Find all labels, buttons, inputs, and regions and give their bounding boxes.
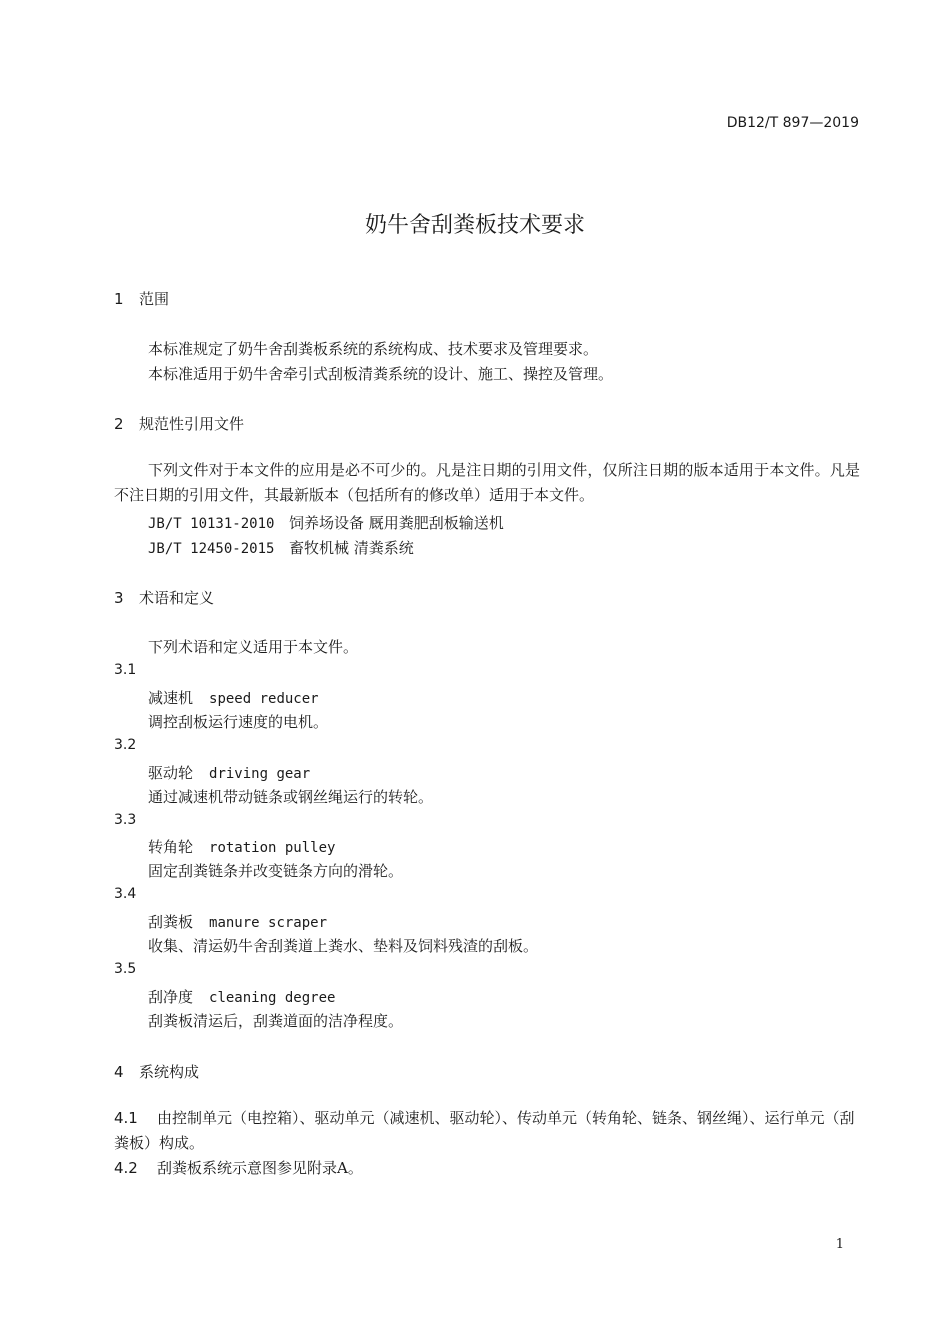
term-definition: 刮粪板清运后，刮粪道面的洁净程度。 — [148, 1012, 404, 1030]
clause-4-1: 4.1 由控制单元（电控箱）、驱动单元（减速机、驱动轮）、传动单元（转角轮、链条、钢丝绳）、运行单元（刮粪板）构成。 — [114, 1109, 855, 1152]
document-code: DB12/T 897—2019 — [726, 115, 859, 131]
normative-references-intro: 下列文件对于本文件的应用是必不可少的。凡是注日期的引用文件，仅所注日期的版本适用于本文件。凡是不注日期的引用文件，其最新版本（包括所有的修改单）适用于本文件。 — [114, 461, 860, 504]
scope-paragraph-2: 本标准适用于奶牛舍牵引式刮板清粪系统的设计、施工、操控及管理。 — [148, 365, 614, 383]
term-name: 驱动轮 driving gear — [148, 764, 311, 782]
reference-item: JB/T 12450-2015 畜牧机械 清粪系统 — [148, 539, 414, 557]
reference-item: JB/T 10131-2010 饲养场设备 厩用粪肥刮板输送机 — [148, 514, 504, 532]
section-heading-2: 2 规范性引用文件 — [114, 415, 245, 433]
term-definition: 调控刮板运行速度的电机。 — [148, 713, 329, 731]
page-number: 1 — [835, 1237, 844, 1252]
term-name: 减速机 speed reducer — [148, 689, 319, 707]
clause-4-2: 4.2 刮粪板系统示意图参见附录A。 — [114, 1159, 363, 1177]
section-heading-1: 1 范围 — [114, 290, 170, 308]
term-definition: 固定刮粪链条并改变链条方向的滑轮。 — [148, 862, 404, 880]
term-name: 刮净度 cleaning degree — [148, 988, 336, 1006]
term-name: 刮粪板 manure scraper — [148, 913, 328, 931]
term-number: 3.3 — [114, 812, 137, 828]
scope-paragraph-1: 本标准规定了奶牛舍刮粪板系统的系统构成、技术要求及管理要求。 — [148, 340, 599, 358]
term-number: 3.5 — [114, 961, 137, 977]
term-number: 3.1 — [114, 662, 137, 678]
term-definition: 通过减速机带动链条或钢丝绳运行的转轮。 — [148, 788, 434, 806]
term-name: 转角轮 rotation pulley — [148, 838, 336, 856]
section-heading-3: 3 术语和定义 — [114, 589, 215, 607]
term-definition: 收集、清运奶牛舍刮粪道上粪水、垫料及饲料残渣的刮板。 — [148, 937, 539, 955]
term-number: 3.4 — [114, 886, 137, 902]
document-title: 奶牛舍刮粪板技术要求 — [364, 213, 585, 238]
term-number: 3.2 — [114, 737, 137, 753]
terms-intro: 下列术语和定义适用于本文件。 — [148, 638, 359, 656]
section-heading-4: 4 系统构成 — [114, 1063, 200, 1081]
